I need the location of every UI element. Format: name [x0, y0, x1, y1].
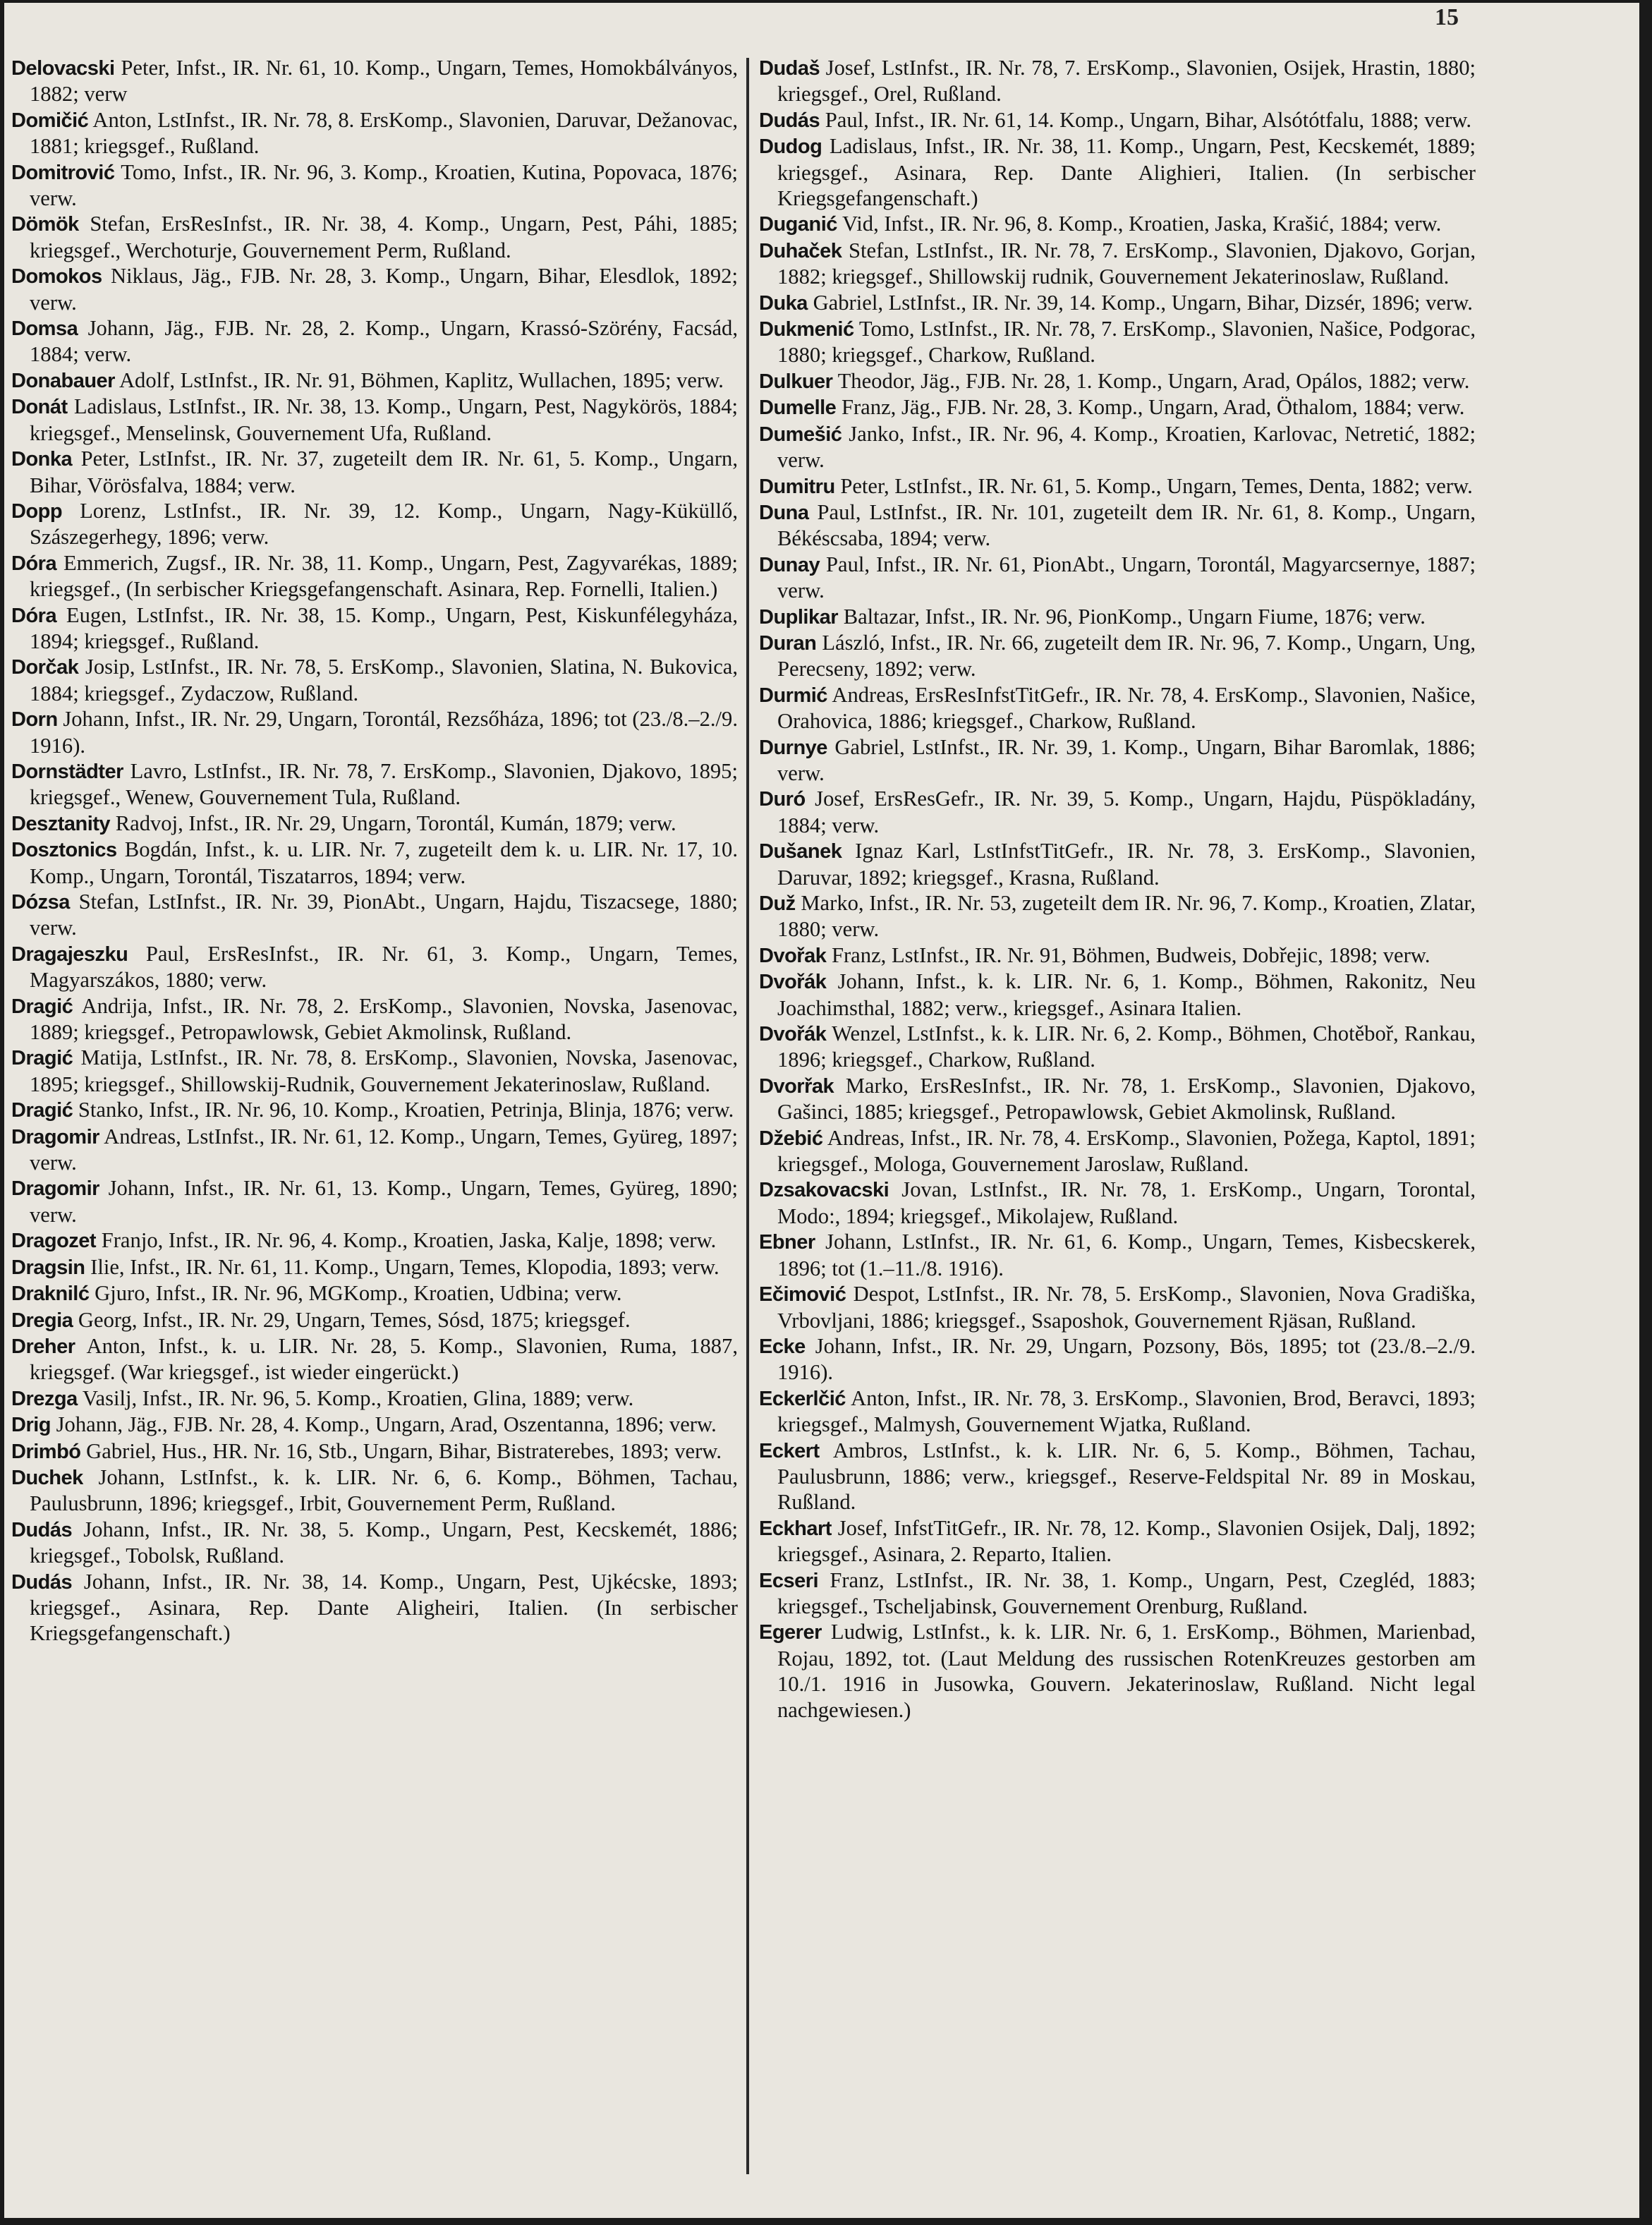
list-item	[11, 1438, 738, 1465]
list-item	[759, 734, 1476, 787]
entry-details: Anton, LstInfst., IR. Nr. 78, 8. ErsKomp., Slavonien, Daruvar, Dežanovac, 1881; kriegsgef., Rußland.	[30, 107, 738, 159]
list-item	[759, 1073, 1476, 1125]
entry-surname: Domsa	[11, 317, 78, 341]
list-item	[11, 837, 738, 889]
list-item	[11, 758, 738, 811]
list-item	[11, 1386, 738, 1412]
entry-details: Gabriel, LstInfst., IR. Nr. 39, 14. Komp., Ungarn, Bihar, Dizsér, 1896; verw.	[813, 290, 1473, 315]
entry-surname: Dušanek	[759, 840, 842, 863]
entry-details: Gjuro, Infst., IR. Nr. 96, MGKomp., Kroatien, Udbina; verw.	[95, 1281, 622, 1306]
entry-surname: Dregia	[11, 1309, 73, 1332]
list-item	[759, 1021, 1476, 1073]
entry-surname: Džebić	[759, 1127, 823, 1150]
entry-details: Johann, Infst., IR. Nr. 61, 13. Komp., Ungarn, Temes, Gyüreg, 1890; verw.	[30, 1176, 738, 1227]
list-item	[11, 263, 738, 315]
entry-details: Stefan, ErsResInfst., IR. Nr. 38, 4. Komp., Ungarn, Pest, Páhi, 1885; kriegsgef., Werchoturje, Gouvernement Perm, Rußland.	[30, 212, 738, 262]
list-item	[759, 316, 1476, 368]
list-item	[11, 1280, 738, 1306]
entry-details: Lorenz, LstInfst., IR. Nr. 39, 12. Komp., Ungarn, Nagy-Küküllő, Szászegerhegy, 1896; verw.	[30, 498, 738, 550]
entry-details: Johann, LstInfst., IR. Nr. 61, 6. Komp., Ungarn, Temes, Kisbecskerek, 1896; tot (1.–11./8. 1916).	[777, 1230, 1476, 1280]
entry-surname: Duž	[759, 892, 796, 915]
entry-details: Andreas, LstInfst., IR. Nr. 61, 12. Komp., Ungarn, Temes, Gyüreg, 1897; verw.	[30, 1124, 738, 1175]
page-number: 15	[1435, 4, 1459, 30]
entry-surname: Dóra	[11, 604, 57, 627]
list-item	[11, 1254, 738, 1280]
entry-details: Johann, Jäg., FJB. Nr. 28, 4. Komp., Ungarn, Arad, Oszentanna, 1896; verw.	[56, 1412, 717, 1437]
list-item	[759, 238, 1476, 290]
entry-details: Johann, LstInfst., k. k. LIR. Nr. 6, 6. Komp., Böhmen, Tachau, Paulusbrunn, 1896; kriegsgef., Irbit, Gouvernement Perm, Rußland.	[30, 1465, 738, 1516]
entry-surname: Dömök	[11, 213, 79, 236]
entry-surname: Donát	[11, 396, 68, 419]
document-page	[4, 3, 1639, 2218]
list-item	[759, 1177, 1476, 1229]
entry-surname: Ecke	[759, 1335, 806, 1358]
list-item	[11, 446, 738, 498]
entry-surname: Dulkuer	[759, 370, 833, 393]
entry-details: Niklaus, Jäg., FJB. Nr. 28, 3. Komp., Ungarn, Bihar, Elesdlok, 1892; verw.	[30, 264, 738, 315]
entry-surname: Duganić	[759, 213, 837, 236]
entry-surname: Dorn	[11, 708, 58, 732]
list-item	[11, 1569, 738, 1647]
list-item	[11, 1333, 738, 1386]
entry-details: Ladislaus, Infst., IR. Nr. 38, 11. Komp., Ungarn, Pest, Kecskemét, 1889; kriegsgef., Asinara, Rep. Dante Alighieri, Italien. (In serbischer Kriegsgefangenschaft.)	[777, 134, 1476, 211]
entry-surname: Ebner	[759, 1231, 815, 1254]
entry-details: László, Infst., IR. Nr. 66, zugeteilt dem IR. Nr. 96, 7. Komp., Ungarn, Ung, Perecseny, 1892; verw.	[777, 630, 1476, 681]
left-column	[11, 55, 738, 2200]
entry-surname: Dudog	[759, 135, 822, 159]
entry-surname: Drimbó	[11, 1440, 81, 1463]
list-item	[11, 1124, 738, 1176]
entry-details: Theodor, Jäg., FJB. Nr. 28, 1. Komp., Ungarn, Arad, Opálos, 1882; verw.	[837, 368, 1470, 393]
entry-details: Josef, ErsResGefr., IR. Nr. 39, 5. Komp., Ungarn, Hajdu, Püspökladány, 1884; verw.	[777, 787, 1476, 837]
list-item	[11, 993, 738, 1045]
entry-surname: Dragić	[11, 995, 73, 1018]
list-item	[11, 1465, 738, 1517]
list-item	[759, 1515, 1476, 1568]
entry-details: Tomo, LstInfst., IR. Nr. 78, 7. ErsKomp., Slavonien, Našice, Podgorac, 1880; kriegsgef., Charkow, Rußland.	[777, 317, 1476, 368]
entry-surname: Dukmenić	[759, 318, 854, 341]
list-item	[759, 421, 1476, 473]
entry-details: Baltazar, Infst., IR. Nr. 96, PionKomp., Ungarn Fiume, 1876; verw.	[843, 604, 1426, 629]
entry-details: Johann, Infst., IR. Nr. 29, Ungarn, Pozsony, Bös, 1895; tot (23./8.–2./9. 1916).	[777, 1333, 1476, 1385]
entry-details: Georg, Infst., IR. Nr. 29, Ungarn, Temes, Sósd, 1875; kriegsgef.	[78, 1307, 631, 1332]
entry-details: Franz, LstInfst., IR. Nr. 38, 1. Komp., Ungarn, Pest, Czegléd, 1883; kriegsgef., Tscheljabinsk, Gouvernement Orenburg, Rußland.	[777, 1568, 1476, 1618]
entry-surname: Dreher	[11, 1335, 75, 1358]
entry-details: Marko, ErsResInfst., IR. Nr. 78, 1. ErsKomp., Slavonien, Djakovo, Gašinci, 1885; kriegsgef., Petropawlowsk, Gebiet Akmolinsk, Rußland.	[777, 1073, 1476, 1124]
list-item	[759, 552, 1476, 604]
entry-surname: Dudaš	[759, 57, 820, 80]
entry-surname: Duna	[759, 501, 809, 524]
entry-details: Franz, Jäg., FJB. Nr. 28, 3. Komp., Ungarn, Arad, Öthalom, 1884; verw.	[841, 395, 1465, 420]
entry-details: Adolf, LstInfst., IR. Nr. 91, Böhmen, Kaplitz, Wullachen, 1895; verw.	[119, 368, 724, 392]
entry-details: Franjo, Infst., IR. Nr. 96, 4. Komp., Kroatien, Jaska, Kalje, 1898; verw.	[101, 1228, 717, 1253]
entry-details: Lavro, LstInfst., IR. Nr. 78, 7. ErsKomp., Slavonien, Djakovo, 1895; kriegsgef., Wenew, Gouvernement Tula, Rußland.	[30, 758, 738, 810]
entry-surname: Drezga	[11, 1387, 78, 1410]
entry-surname: Duchek	[11, 1466, 83, 1489]
entry-surname: Dornstädter	[11, 760, 123, 783]
entry-details: Ludwig, LstInfst., k. k. LIR. Nr. 6, 1. ErsKomp., Böhmen, Marienbad, Rojau, 1892, tot. (Laut Meldung des russischen RotenKreuzes gestorben am 10./1. 1916 in Jusowka, Gouvern. Jekaterinoslaw, Rußland. Nicht legal nachgewiesen.)	[777, 1620, 1476, 1722]
entry-details: Wenzel, LstInfst., k. k. LIR. Nr. 6, 2. Komp., Böhmen, Chotěboř, Rankau, 1896; kriegsgef., Charkow, Rußland.	[777, 1021, 1476, 1072]
entry-details: Vid, Infst., IR. Nr. 96, 8. Komp., Kroatien, Jaska, Krašić, 1884; verw.	[842, 212, 1442, 236]
entry-details: Paul, Infst., IR. Nr. 61, 14. Komp., Ungarn, Bihar, Alsótótfalu, 1888; verw.	[825, 107, 1472, 132]
entry-surname: Dragić	[11, 1099, 73, 1122]
list-item	[11, 394, 738, 446]
list-item	[759, 604, 1476, 630]
entry-details: Johann, Infst., IR. Nr. 29, Ungarn, Torontál, Rezsőháza, 1896; tot (23./8.–2./9. 1916).	[30, 707, 738, 758]
entry-details: Ambros, LstInfst., k. k. LIR. Nr. 6, 5. Komp., Böhmen, Tachau, Paulusbrunn, 1886; verw., kriegsgef., Reserve-Feldspital Nr. 89 in Moskau, Rußland.	[777, 1438, 1476, 1515]
list-item	[11, 211, 738, 263]
entry-surname: Dragozet	[11, 1230, 97, 1253]
entry-details: Paul, ErsResInfst., IR. Nr. 61, 3. Komp., Ungarn, Temes, Magyarszákos, 1880; verw.	[30, 941, 738, 993]
list-item	[759, 1386, 1476, 1438]
list-item	[759, 368, 1476, 394]
entry-details: Johann, Infst., IR. Nr. 38, 14. Komp., Ungarn, Pest, Ujkécske, 1893; kriegsgef., Asinara, Rep. Dante Aligheiri, Italien. (In serbischer Kriegsgefangenschaft.)	[30, 1569, 738, 1646]
entry-surname: Eckerlčić	[759, 1387, 846, 1410]
entry-surname: Durmić	[759, 684, 827, 707]
list-item	[759, 682, 1476, 734]
entry-details: Radvoj, Infst., IR. Nr. 29, Ungarn, Torontál, Kumán, 1879; verw.	[115, 811, 676, 835]
list-item	[759, 1619, 1476, 1723]
column-divider	[746, 58, 749, 2174]
entry-details: Stefan, LstInfst., IR. Nr. 39, PionAbt., Ungarn, Hajdu, Tiszacsege, 1880; verw.	[30, 890, 738, 940]
entry-surname: Egerer	[759, 1621, 822, 1644]
entry-surname: Dorčak	[11, 656, 79, 679]
list-item	[759, 786, 1476, 838]
right-column	[759, 55, 1476, 2200]
list-item	[759, 394, 1476, 420]
entry-details: Jovan, LstInfst., IR. Nr. 78, 1. ErsKomp., Ungarn, Torontal, Modo:, 1894; kriegsgef., Mikolajew, Rußland.	[777, 1177, 1476, 1228]
list-item	[759, 1438, 1476, 1515]
list-item	[759, 107, 1476, 133]
list-item	[759, 473, 1476, 499]
entry-surname: Ecseri	[759, 1569, 819, 1592]
entry-surname: Dosztonics	[11, 839, 117, 862]
entry-surname: Donabauer	[11, 369, 115, 392]
entry-surname: Dvorřak	[759, 1074, 834, 1098]
entry-details: Vasilj, Infst., IR. Nr. 96, 5. Komp., Kroatien, Glina, 1889; verw.	[82, 1386, 634, 1410]
entry-surname: Duhaček	[759, 239, 842, 262]
entry-details: Franz, LstInfst., IR. Nr. 91, Böhmen, Budweis, Dobřejic, 1898; verw.	[831, 942, 1431, 967]
entry-details: Stefan, LstInfst., IR. Nr. 78, 7. ErsKomp., Slavonien, Djakovo, Gorjan, 1882; kriegsgef., Shillowskij rudnik, Gouvernement Jekaterinoslaw, Rußland.	[777, 238, 1476, 289]
entry-details: Stanko, Infst., IR. Nr. 96, 10. Komp., Kroatien, Petrinja, Blinja, 1876; verw.	[78, 1098, 734, 1122]
entry-details: Anton, Infst., k. u. LIR. Nr. 28, 5. Komp., Slavonien, Ruma, 1887, kriegsgef. (War kriegsgef., ist wieder eingerückt.)	[30, 1333, 738, 1385]
entry-surname: Duka	[759, 291, 808, 315]
list-item	[11, 1412, 738, 1438]
list-item	[11, 1097, 738, 1123]
entry-details: Ignaz Karl, LstInfstTitGefr., IR. Nr. 78, 3. ErsKomp., Slavonien, Daruvar, 1892; kriegsgef., Krasna, Rußland.	[777, 839, 1476, 890]
entry-details: Paul, LstInfst., IR. Nr. 101, zugeteilt dem IR. Nr. 61, 8. Komp., Ungarn, Békéscsaba, 1894; verw.	[777, 499, 1476, 551]
entry-surname: Dvořák	[759, 1023, 827, 1046]
entry-surname: Dudás	[11, 1518, 73, 1541]
entry-details: Josip, LstInfst., IR. Nr. 78, 5. ErsKomp., Slavonien, Slatina, N. Bukovica, 1884; kriegsgef., Zydaczow, Rußland.	[30, 655, 738, 705]
entry-surname: Dragomir	[11, 1125, 99, 1148]
entry-surname: Dumitru	[759, 475, 835, 498]
entry-details: Marko, Infst., IR. Nr. 53, zugeteilt dem IR. Nr. 96, 7. Komp., Kroatien, Zlatar, 1880; verw.	[777, 891, 1476, 942]
list-item	[759, 1229, 1476, 1281]
list-item	[759, 211, 1476, 237]
entry-details: Johann, Jäg., FJB. Nr. 28, 2. Komp., Ungarn, Krassó-Szörény, Facsád, 1884; verw.	[30, 316, 738, 367]
list-item	[11, 1175, 738, 1227]
list-item	[11, 55, 738, 107]
list-item	[11, 550, 738, 602]
entry-details: Andreas, ErsResInfstTitGefr., IR. Nr. 78, 4. ErsKomp., Slavonien, Našice, Orahovica, 1886; kriegsgef., Charkow, Rußland.	[777, 682, 1476, 734]
list-item	[759, 499, 1476, 552]
entry-surname: Dvořák	[759, 971, 827, 994]
entry-surname: Drig	[11, 1414, 51, 1437]
entry-surname: Durnye	[759, 736, 827, 759]
entry-surname: Domičić	[11, 109, 89, 132]
entry-surname: Domokos	[11, 265, 102, 289]
list-item	[11, 1517, 738, 1569]
entry-surname: Eckert	[759, 1439, 820, 1462]
list-item	[759, 838, 1476, 890]
list-item	[759, 942, 1476, 969]
list-item	[759, 1125, 1476, 1177]
list-item	[11, 941, 738, 993]
entry-details: Ilie, Infst., IR. Nr. 61, 11. Komp., Ungarn, Temes, Klopodia, 1893; verw.	[90, 1254, 719, 1279]
entry-details: Andrija, Infst., IR. Nr. 78, 2. ErsKomp., Slavonien, Novska, Jasenovac, 1889; kriegsgef., Petropawlowsk, Gebiet Akmolinsk, Rußland.	[30, 993, 738, 1045]
entry-details: Anton, Infst., IR. Nr. 78, 3. ErsKomp., Slavonien, Brod, Beravci, 1893; kriegsgef., Malmysh, Gouvernement Wjatka, Rußland.	[777, 1386, 1476, 1437]
entry-details: Eugen, LstInfst., IR. Nr. 38, 15. Komp., Ungarn, Pest, Kiskunfélegyháza, 1894; kriegsgef., Rußland.	[30, 602, 738, 653]
list-item	[11, 1045, 738, 1097]
entry-surname: Dózsa	[11, 891, 70, 914]
entry-surname: Draknilć	[11, 1283, 90, 1306]
entry-details: Josef, LstInfst., IR. Nr. 78, 7. ErsKomp., Slavonien, Osijek, Hrastin, 1880; kriegsgef., Orel, Rußland.	[777, 56, 1476, 107]
entry-surname: Dumelle	[759, 396, 837, 420]
entry-surname: Ečimović	[759, 1283, 846, 1306]
entry-details: Despot, LstInfst., IR. Nr. 78, 5. ErsKomp., Slavonien, Nova Gradiška, Vrbovljani, 1886; kriegsgef., Ssaposhok, Gouvernement Rjäsan, Rußland.	[777, 1282, 1476, 1333]
list-item	[759, 1568, 1476, 1620]
entry-surname: Eckhart	[759, 1517, 832, 1540]
list-item	[11, 1227, 738, 1254]
entry-details: Paul, Infst., IR. Nr. 61, PionAbt., Ungarn, Torontál, Magyarcsernye, 1887; verw.	[777, 552, 1476, 603]
entry-surname: Delovacski	[11, 57, 115, 80]
entry-details: Emmerich, Zugsf., IR. Nr. 38, 11. Komp., Ungarn, Pest, Zagyvarékas, 1889; kriegsgef., (In serbischer Kriegsgefangenschaft. Asinara, Rep. Fornelli, Italien.)	[30, 550, 738, 602]
entry-surname: Dunay	[759, 553, 820, 576]
list-item	[11, 498, 738, 550]
list-item	[759, 1333, 1476, 1386]
entry-surname: Dumešić	[759, 423, 842, 446]
entry-details: Matija, LstInfst., IR. Nr. 78, 8. ErsKomp., Slavonien, Novska, Jasenovac, 1895; kriegsgef., Shillowskij-Rudnik, Gouvernement Jekaterinoslaw, Rußland.	[30, 1045, 738, 1096]
list-item	[759, 133, 1476, 211]
entry-surname: Dragajeszku	[11, 942, 128, 966]
entry-details: Janko, Infst., IR. Nr. 96, 4. Komp., Kroatien, Karlovac, Netretić, 1882; verw.	[777, 421, 1476, 473]
entry-surname: Dudás	[759, 109, 820, 132]
entry-surname: Dóra	[11, 552, 57, 575]
entry-surname: Dvořak	[759, 944, 827, 967]
entry-details: Johann, Infst., k. k. LIR. Nr. 6, 1. Komp., Böhmen, Rakonitz, Neu Joachimsthal, 1882; verw., kriegsgef., Asinara Italien.	[777, 969, 1476, 1020]
list-item	[11, 315, 738, 368]
list-item	[11, 107, 738, 159]
list-item	[11, 602, 738, 655]
list-item	[11, 889, 738, 941]
entry-details: Andreas, Infst., IR. Nr. 78, 4. ErsKomp., Slavonien, Požega, Kaptol, 1891; kriegsgef., Mologa, Gouvernement Jaroslaw, Rußland.	[777, 1125, 1476, 1177]
entry-surname: Dudás	[11, 1570, 73, 1594]
list-item	[759, 630, 1476, 682]
entry-surname: Duran	[759, 631, 817, 655]
entry-details: Johann, Infst., IR. Nr. 38, 5. Komp., Ungarn, Pest, Kecskemét, 1886; kriegsgef., Tobolsk, Rußland.	[30, 1517, 738, 1568]
list-item	[11, 368, 738, 394]
entry-surname: Donka	[11, 448, 73, 471]
entry-surname: Desztanity	[11, 812, 111, 835]
entry-details: Peter, Infst., IR. Nr. 61, 10. Komp., Ungarn, Temes, Homokbálványos, 1882; verw	[30, 56, 738, 107]
entry-details: Josef, InfstTitGefr., IR. Nr. 78, 12. Komp., Slavonien Osijek, Dalj, 1892; kriegsgef., Asinara, 2. Reparto, Italien.	[777, 1515, 1476, 1567]
list-item	[759, 969, 1476, 1021]
list-item	[11, 159, 738, 212]
entry-surname: Duró	[759, 788, 806, 811]
entry-surname: Dragomir	[11, 1177, 99, 1201]
list-item	[759, 55, 1476, 107]
entry-surname: Domitrović	[11, 161, 115, 184]
entry-surname: Dopp	[11, 499, 63, 523]
list-item	[11, 1307, 738, 1333]
list-item	[11, 811, 738, 837]
entry-surname: Dzsakovacski	[759, 1179, 889, 1202]
list-item	[11, 706, 738, 758]
entry-details: Gabriel, LstInfst., IR. Nr. 39, 1. Komp., Ungarn, Bihar Baromlak, 1886; verw.	[777, 734, 1476, 785]
entry-details: Tomo, Infst., IR. Nr. 96, 3. Komp., Kroatien, Kutina, Popovaca, 1876; verw.	[30, 159, 738, 211]
entry-details: Peter, LstInfst., IR. Nr. 61, 5. Komp., Ungarn, Temes, Denta, 1882; verw.	[840, 473, 1473, 498]
entry-surname: Dragsin	[11, 1256, 85, 1279]
list-item	[11, 654, 738, 706]
entry-details: Ladislaus, LstInfst., IR. Nr. 38, 13. Komp., Ungarn, Pest, Nagykörös, 1884; kriegsgef., Menselinsk, Gouvernement Ufa, Rußland.	[30, 394, 738, 445]
entry-surname: Duplikar	[759, 605, 839, 629]
entry-details: Gabriel, Hus., HR. Nr. 16, Stb., Ungarn, Bihar, Bistraterebes, 1893; verw.	[86, 1438, 722, 1463]
entry-surname: Dragić	[11, 1047, 73, 1070]
entry-details: Bogdán, Infst., k. u. LIR. Nr. 7, zugeteilt dem k. u. LIR. Nr. 17, 10. Komp., Ungarn, Torontál, Tiszatarros, 1894; verw.	[30, 837, 738, 888]
list-item	[759, 1281, 1476, 1333]
entry-details: Peter, LstInfst., IR. Nr. 37, zugeteilt dem IR. Nr. 61, 5. Komp., Ungarn, Bihar, Vörösfalva, 1884; verw.	[30, 447, 738, 497]
list-item	[759, 890, 1476, 942]
list-item	[759, 290, 1476, 316]
